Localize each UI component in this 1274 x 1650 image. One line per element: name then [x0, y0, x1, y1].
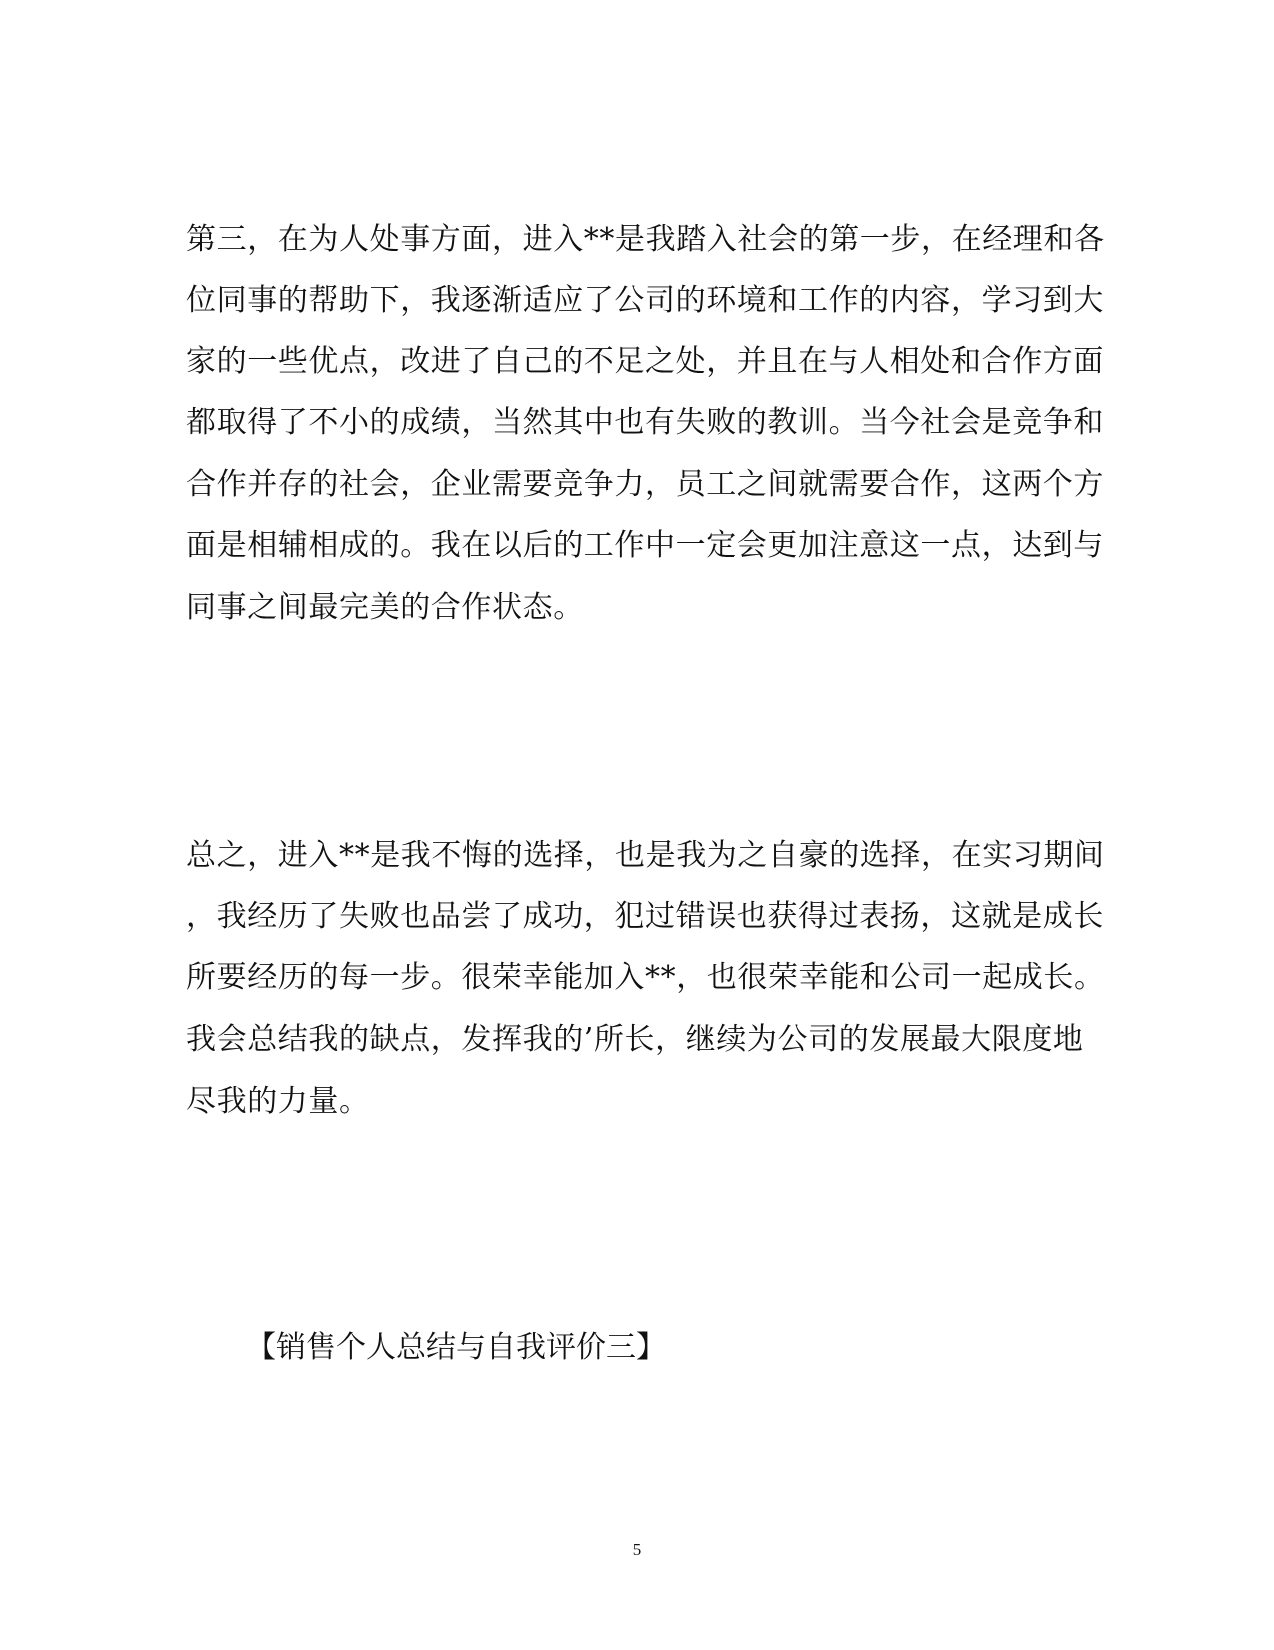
text-line: 都取得了不小的成绩，当然其中也有失败的教训。当今社会是竞争和 — [186, 405, 1104, 440]
text-line: 同事之间最完美的合作状态。 — [186, 590, 584, 625]
text-line: 面是相辅相成的。我在以后的工作中一定会更加注意这一点，达到与 — [186, 528, 1104, 563]
text-line: 第三，在为人处事方面，进入**是我踏入社会的第一步，在经理和各 — [186, 222, 1105, 257]
text-line: 我会总结我的缺点，发挥我的’所长，继续为公司的发展最大限度地 — [186, 1022, 1084, 1057]
text-line: 家的一些优点，改进了自己的不足之处，并且在与人相处和合作方面 — [186, 344, 1104, 379]
section-heading: 【销售个人总结与自我评价三】 — [246, 1330, 666, 1365]
page-number: 5 — [632, 1540, 642, 1559]
text-line: 总之，进入**是我不悔的选择，也是我为之自豪的选择，在实习期间 — [186, 838, 1105, 873]
text-line: 位同事的帮助下，我逐渐适应了公司的环境和工作的内容，学习到大 — [186, 283, 1104, 318]
text-line: 尽我的力量。 — [186, 1084, 370, 1119]
text-line: ，我经历了失败也品尝了成功，犯过错误也获得过表扬，这就是成长 — [186, 899, 1104, 934]
text-line: 合作并存的社会，企业需要竞争力，员工之间就需要合作，这两个方 — [186, 467, 1104, 502]
text-line: 所要经历的每一步。很荣幸能加入**，也很荣幸能和公司一起成长。 — [186, 960, 1105, 995]
